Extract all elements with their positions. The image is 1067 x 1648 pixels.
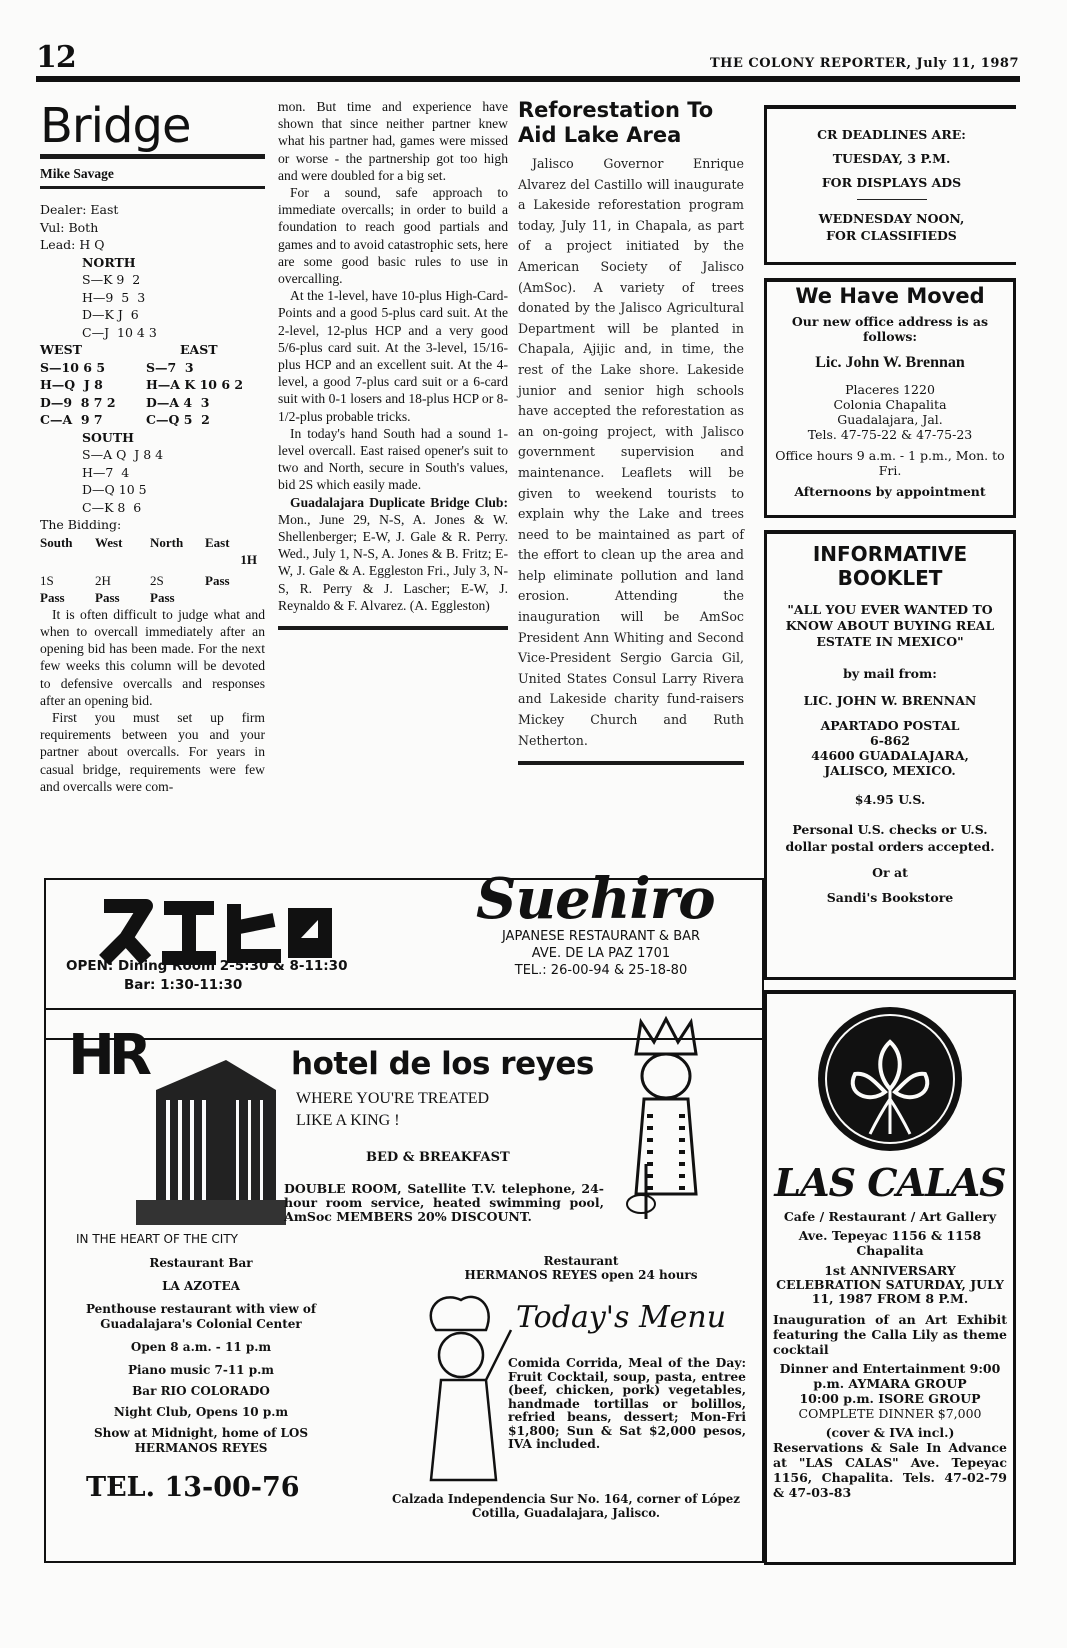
west-diamonds: D—9 8 7 2 [40,394,116,410]
west-label: WEST [40,342,82,358]
article-body: Jalisco Governor Enrique Alvarez del Castillo will inaugurate a Lakeside reforestation program today, July 11, in Chapala, as part of a project initiated by the American Society of Jalisco (AmSoc). A variety of trees donated by the Jalisco Agricultural Department will be planted in Chapala, Ajijic and, in time, the rest of the Lake shore. Lakeside junior and senior high schools have accepted the reforestation as an on-going project, with Jalisco government supervision and maintenance. Leaflets will be given to weekend tourists to explain why the Lake and trees need to be maintained as part of the effort to clean up the area and help eliminate pollution and land erosion. Attending the inauguration will be AmSoc President Ann Whiting and Second Vice-President Sergio Garcia Gil, United States Consul Larry Rivera and Lakeside charity fund-raisers Mickey Church and Ruth Netherton. [518,156,744,748]
restaurant-type: JAPANESE RESTAURANT & BAR [501,929,701,944]
club-title: Guadalajara Duplicate Bridge Club: [290,494,508,510]
page-number: 12 [36,40,76,75]
article-paragraph: For a sound, safe approach to immediate overcalls; in order to build a foundation to reach good partials and games and to avoid catastrophic sets, here are some good basic rules to use in overcalling. [278,185,508,287]
address-line: 6-862 [870,733,910,748]
bridge-title: Bridge [40,98,191,154]
north-label: NORTH [82,254,136,270]
ad-text: Inauguration of an Art Exhibit featuring the Calla Lily as theme cocktail [773,1312,1007,1357]
hotel-de-los-reyes-ad [44,1008,764,1563]
office-hours: Office hours 9 a.m. - 1 p.m., Mon. to Fri. [775,448,1005,478]
dining-hours: Dining Room 2-5:30 & 8-11:30 [118,958,348,974]
ad-title: INFORMATIVE BOOKLET [812,542,968,590]
informative-booklet-ad [764,530,1016,980]
top-rule [36,76,1020,82]
deadline-line: WEDNESDAY NOON, [818,211,965,226]
lead: Lead: H Q [40,237,105,253]
anniversary: 1st ANNIVERSARY CELEBRATION SATURDAY, JULY 11, 1987 FROM 8 P.M. [776,1263,1004,1306]
ad-text: by mail from: [843,666,937,681]
price: $4.95 U.S. [854,792,926,807]
south-hearts: H—7 4 [82,464,130,480]
address-line: Placeres 1220 [845,382,935,397]
suehiro-logo: Suehiro [476,866,715,932]
las-calas-logo: LAS CALAS [774,1160,1006,1205]
hotel-building-icon [136,1050,286,1230]
reforestation-article [518,98,744,765]
bid: 1H [240,551,257,567]
chef-illustration-icon [416,1290,516,1490]
ad-text: Open 8 a.m. - 11 p.m [130,1340,272,1354]
address-line: Guadalajara, Jal. [837,412,943,427]
north-hearts: H—9 5 3 [82,289,146,305]
south-spades: S—A Q J 8 4 [82,447,164,463]
address: AVE. DE LA PAZ 1701 [531,946,671,961]
open-label: OPEN: [66,958,114,974]
king-illustration-icon [616,1014,716,1224]
bid: 1S [40,572,54,588]
divider [40,186,265,189]
reservations: Reservations & Sale In Advance at "LAS CALAS" Ave. Tepeyac 1156, Chapalita. Tels. 47-02-79 & 47-03-83 [773,1440,1007,1500]
bridge-hand [40,201,265,534]
calla-lily-logo-icon [815,1004,965,1154]
ad-text: Restaurant Bar [149,1256,253,1270]
ad-text: Or at [872,865,908,880]
bridge-continued-column [278,98,508,630]
dealer: Dealer: East [40,202,119,218]
ad-text: Night Club, Opens 10 p.m [113,1405,289,1419]
ad-text: Penthouse restaurant with view of Guadalajara's Colonial Center [85,1302,317,1331]
bidding-label: The Bidding: [40,517,122,533]
article-paragraph: It is often difficult to judge what and when to overcall immediately after an opening bid has been made. For the next few weeks this column will be devoted to defensive overcalls and responses after an opening bid. [40,606,265,708]
hr-logo: HR [68,1023,146,1088]
bid-header: East [205,534,230,550]
deadline-line: FOR CLASSIFIEDS [826,228,957,243]
address-line: Tels. 47-75-22 & 47-75-23 [807,427,973,442]
west-clubs: C—A 9 7 [40,412,103,428]
bid: 2H [95,572,111,588]
west-spades: S—10 6 5 [40,359,106,375]
restaurant-address: Calzada Independencia Sur No. 164, corner of López Cotilla, Guadalajara, Jalisco. [391,1492,741,1520]
east-diamonds: D—A 4 3 [146,394,210,410]
divider [278,626,508,630]
tagline: IN THE HEART OF THE CITY [76,1232,238,1246]
bid: Pass [40,589,65,605]
bid: Pass [150,589,175,605]
bid-header: North [150,534,184,550]
deadline-line: TUESDAY, 3 P.M. [832,151,951,166]
telephone: TEL.: 26-00-94 & 25-18-80 [514,963,688,978]
ad-text: Restaurant [543,1254,619,1268]
hotel-name: hotel de los reyes [291,1046,594,1082]
ad-text: (cover & IVA incl.) [825,1425,955,1440]
bid: Pass [205,572,230,588]
address-line: 44600 GUADALAJARA, [811,748,969,763]
divider [40,154,265,159]
bid: 2S [150,572,164,588]
south-clubs: C—K 8 6 [82,499,142,515]
masthead: THE COLONY REPORTER, July 11, 1987 [710,56,1019,71]
north-diamonds: D—K J 6 [82,307,139,323]
todays-menu-title: Today's Menu [516,1300,727,1335]
article-paragraph: First you must set up firm requirements between you and your partner about overcalls. For years in casual bridge, requirements were few and overcalls were com- [40,709,265,794]
restaurant-header [416,1254,746,1282]
bar-hours: Bar: 1:30-11:30 [124,977,243,993]
hotel-telephone: TEL. 13-00-76 [86,1472,300,1503]
ad-text: COMPLETE DINNER $7,000 [798,1406,982,1421]
bid-header: West [95,534,123,550]
address-line: APARTADO POSTAL [820,718,960,733]
ad-text: Personal U.S. checks or U.S. dollar postal orders accepted. [785,822,995,854]
headline: Reforestation To Aid Lake Area [518,98,714,147]
ad-text: Sandi's Bookstore [826,890,954,905]
deadlines-box [764,105,1016,265]
address-line: JALISCO, MEXICO. [824,763,956,778]
restaurant-name: HERMANOS REYES [464,1268,598,1282]
slogan-line: WHERE YOU'RE TREATED [296,1090,490,1107]
ad-text: 10:00 p.m. ISORE GROUP [799,1391,981,1406]
east-clubs: C—Q 5 2 [146,412,210,428]
ad-text: Cafe / Restaurant / Art Gallery [783,1209,997,1224]
menu-text: Comida Corrida, Meal of the Day: Fruit Cocktail, soup, pasta, entree (beef, chicken, pork) vegetables, handmade tortillas or bolillos, refried beans, dessert; Mon-Fri $1,800; Sun & Sat $2,000 pesos, IVA included. [508,1355,746,1451]
restaurant-hours: open 24 hours [601,1268,698,1282]
ad-text: Dinner and Entertainment 9:00 p.m. AYMARA GROUP [779,1361,1001,1391]
hours [66,958,347,974]
las-calas-ad [764,990,1016,1565]
slogan [296,1088,489,1132]
we-have-moved-ad [764,278,1016,518]
deadline-line: CR DEADLINES ARE: [817,127,966,142]
south-label: SOUTH [82,429,134,445]
ad-title: We Have Moved [795,284,985,308]
north-clubs: C—J 10 4 3 [82,324,157,340]
ad-text: Our new office address is as follows: [791,314,989,344]
ad-name: LIC. JOHN W. BRENNAN [803,693,977,708]
ad-quote: "ALL YOU EVER WANTED TO KNOW ABOUT BUYING REAL ESTATE IN MEXICO" [785,602,995,649]
ad-text: Show at Midnight, home of LOS HERMANOS REYES [93,1426,309,1455]
east-hearts: H—A K 10 6 2 [146,377,244,393]
ad-text: Bar RIO COLORADO [132,1384,270,1398]
north-spades: S—K 9 2 [82,272,141,288]
bidding-table [40,534,265,606]
ad-text: Afternoons by appointment [794,484,986,499]
east-label: EAST [180,342,218,358]
suehiro-info [476,928,726,979]
ad-text: LA AZOTEA [162,1279,240,1293]
bridge-column [40,100,265,795]
west-hearts: H—Q J 8 [40,377,103,393]
article-paragraph: mon. But time and experience have shown that since neither partner knew what his partner had, games were missed or worse - the partnership got too high and were doubled for a big set. [278,99,508,183]
article-paragraph: At the 1-level, have 10-plus High-Card-Points and a good 5-plus card suit. At the 2-level, 12-plus HCP and a very good 5/6-plus card suit. At the 3-level, 15/16-plus HCP and an excellent suit. At the 4-level, a good 7-plus card suit or a 6-card suit with 0-1 losers and 18-plus HCP or 8-1/2-plus probable tricks. [278,288,508,424]
ad-name: Lic. John W. Brennan [815,354,965,371]
bed-breakfast: BED & BREAKFAST [366,1150,510,1165]
south-diamonds: D—Q 10 5 [82,482,147,498]
address: Ave. Tepeyac 1156 & 1158 Chapalita [798,1228,982,1258]
article-paragraph: In today's hand South had a sound 1-level overcall. East raised opener's suit to two and North, secure in South's values, bid 2S which easily made. [278,425,508,493]
bid-header: South [40,534,73,550]
deadline-line: FOR DISPLAYS ADS [821,175,962,190]
bid: Pass [95,589,120,605]
club-results: Mon., June 29, N-S, A. Jones & W. Shellenberger; E-W, J. Gale & R. Perry. Wed., July 1, N-S, A. Jones & B. Fritz; E-W, J. Gale & A. Eggleston Fri., July 3, N-S, R. Perry & J. Lascher; E-W, J. Reynaldo & F. Alvarez. (A. Eggleston) [278,511,508,613]
slogan-line: LIKE A KING ! [296,1112,400,1129]
address-line: Colonia Chapalita [833,397,947,412]
vulnerability: Vul: Both [40,219,99,235]
divider [518,761,744,765]
la-azotea-info [66,1256,336,1456]
byline: Mike Savage [40,166,114,181]
east-spades: S—7 3 [146,359,194,375]
ad-text: Piano music 7-11 p.m [128,1363,274,1377]
room-details: DOUBLE ROOM, Satellite T.V. telephone, 24-hour room service, heated swimming pool, AmSoc MEMBERS 20% DISCOUNT. [284,1181,604,1224]
divider [857,199,927,200]
